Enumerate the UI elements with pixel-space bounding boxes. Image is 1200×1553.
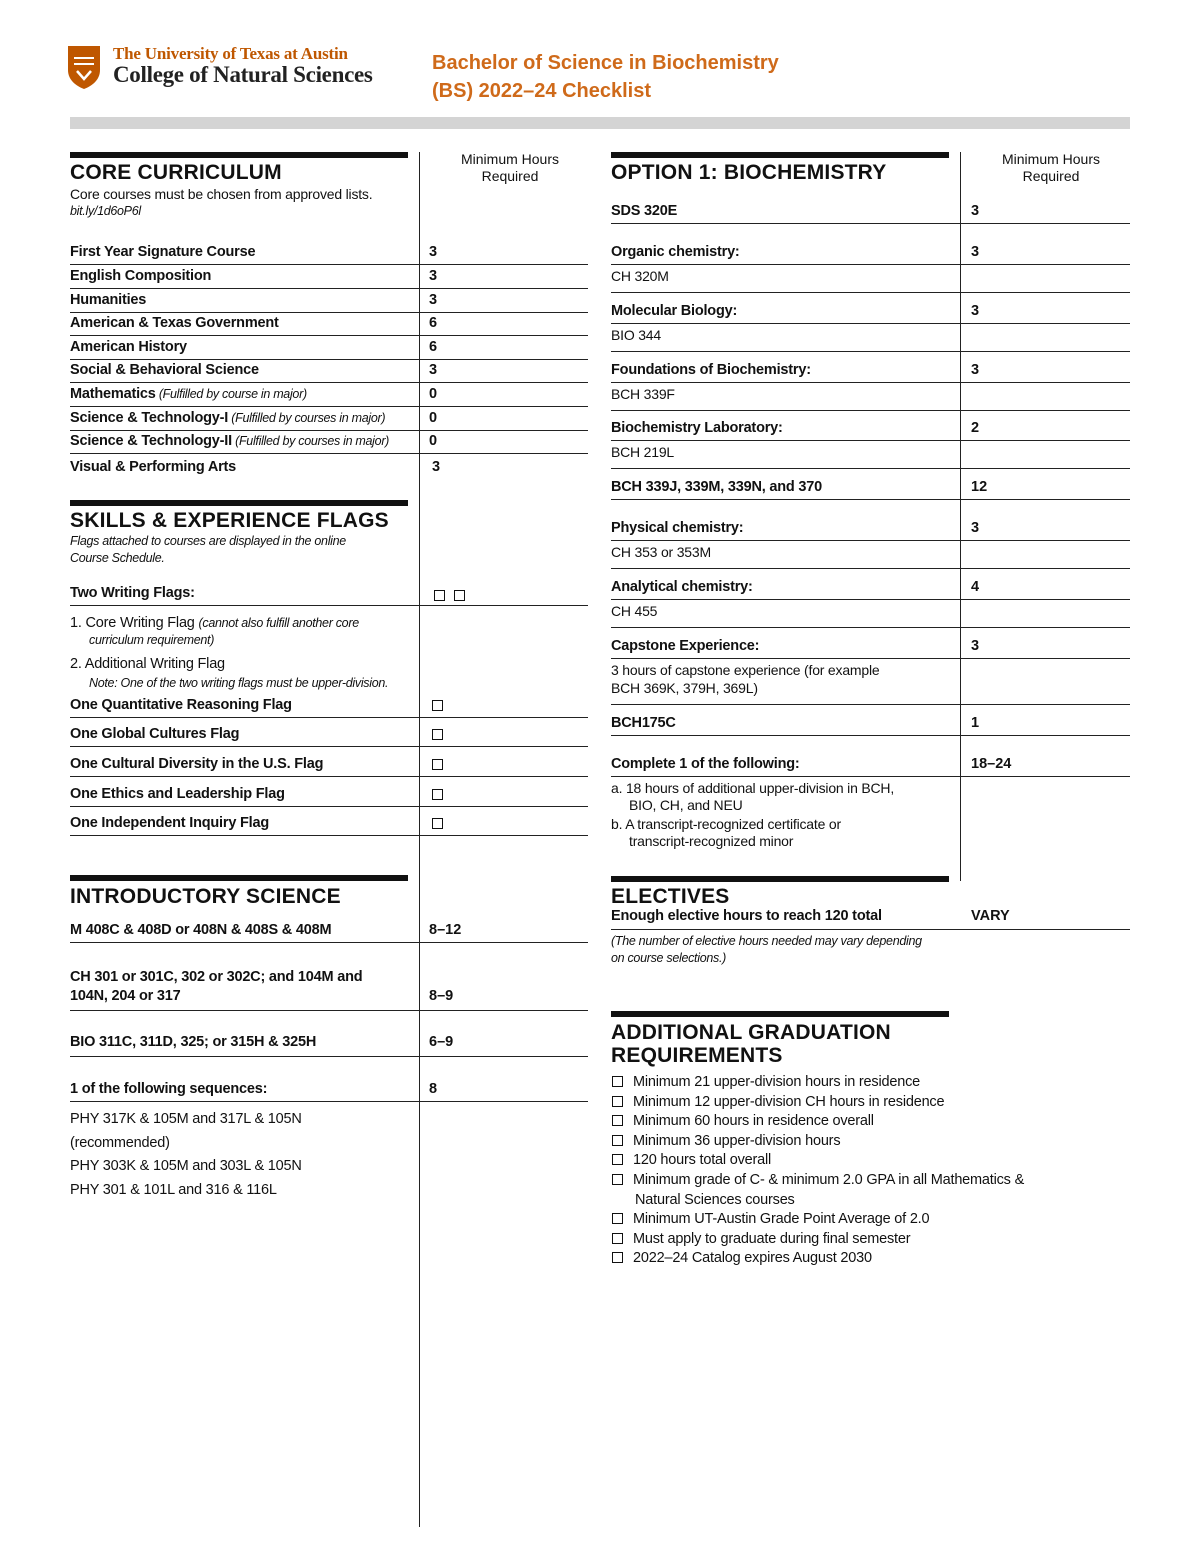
core-row-name: English Composition xyxy=(70,268,212,284)
core-row-name: Visual & Performing Arts xyxy=(70,459,237,475)
row-divider xyxy=(611,929,1130,930)
row-divider xyxy=(70,835,588,836)
flag-checkbox[interactable] xyxy=(432,789,443,800)
grad-section-bar xyxy=(611,1011,949,1017)
option-row-course: CH 353 or 353M xyxy=(611,544,711,560)
option-row-label: Analytical chemistry: xyxy=(611,579,753,595)
seq-line: PHY 317K & 105M and 317L & 105N xyxy=(70,1111,302,1127)
option-row-label: Capstone Experience: xyxy=(611,638,760,654)
row-divider xyxy=(611,704,1130,705)
title-line-1: Bachelor of Science in Biochemistry xyxy=(432,52,779,74)
core-row-name: American & Texas Government xyxy=(70,315,279,331)
core-row-name: American History xyxy=(70,339,187,355)
row-divider xyxy=(611,292,1130,293)
row-divider xyxy=(70,1056,588,1057)
grad-requirement xyxy=(612,1132,1024,1152)
grad-requirement-checkbox[interactable] xyxy=(612,1096,623,1107)
core-row-label xyxy=(70,386,307,402)
row-divider xyxy=(611,382,1130,383)
complete-option-text: b. A transcript-recognized certificate or xyxy=(611,816,841,832)
intro-section-title: INTRODUCTORY SCIENCE xyxy=(70,885,341,908)
row-divider xyxy=(611,599,1130,600)
writing-flag-2-note: Note: One of the two writing flags must be upper-division. xyxy=(89,676,389,690)
intro-math-value: 8–12 xyxy=(429,922,462,938)
grad-requirement-text: Minimum grade of C- & minimum 2.0 GPA in all Mathematics & xyxy=(633,1171,1025,1188)
flag-checkbox[interactable] xyxy=(432,759,443,770)
option-row-label: Complete 1 of the following: xyxy=(611,756,800,772)
core-row-label xyxy=(70,410,385,426)
grad-requirement xyxy=(612,1073,1024,1093)
writing-flag-2-checkbox[interactable] xyxy=(454,590,465,601)
row-divider xyxy=(611,440,1130,441)
seq-line: PHY 303K & 105M and 303L & 105N xyxy=(70,1158,302,1174)
flags-description-2: Course Schedule. xyxy=(70,551,165,565)
writing-flag-1-checkbox[interactable] xyxy=(434,590,445,601)
row-divider xyxy=(611,264,1130,265)
option-row-label: Organic chemistry: xyxy=(611,244,740,260)
row-divider xyxy=(70,776,588,777)
flags-description-1: Flags attached to courses are displayed in the online xyxy=(70,534,346,548)
row-divider xyxy=(70,717,588,718)
row-divider xyxy=(611,499,1130,500)
row-divider xyxy=(70,1101,588,1102)
option-row-hours: 3 xyxy=(971,362,980,378)
grad-requirement xyxy=(612,1171,1024,1191)
complete-option-text: a. 18 hours of additional upper-division in BCH, xyxy=(611,780,895,796)
electives-section-title: ELECTIVES xyxy=(611,885,730,908)
intro-bio-label: BIO 311C, 311D, 325; or 315H & 325H xyxy=(70,1034,317,1050)
grad-requirement-checkbox[interactable] xyxy=(612,1252,623,1263)
flag-label: One Quantitative Reasoning Flag xyxy=(70,697,292,713)
core-row-hours: 0 xyxy=(429,433,438,449)
option-row-hours: 3 xyxy=(971,203,980,219)
option-row-course: BCH 219L xyxy=(611,444,674,460)
college-name: College of Natural Sciences xyxy=(113,62,373,87)
option-row-course: BIO 344 xyxy=(611,327,661,343)
core-row-hours: 3 xyxy=(429,268,438,284)
core-row-name: Humanities xyxy=(70,292,147,308)
row-divider xyxy=(611,776,1130,777)
option-row-course: BCH 369K, 379H, 369L) xyxy=(611,680,758,696)
option-row-course: BCH 339F xyxy=(611,386,675,402)
row-divider xyxy=(611,410,1130,411)
core-row-label xyxy=(70,433,389,449)
core-row-name: Science & Technology-II xyxy=(70,433,232,449)
intro-seq-label: 1 of the following sequences: xyxy=(70,1081,268,1097)
row-divider xyxy=(611,735,1130,736)
flag-label: One Cultural Diversity in the U.S. Flag xyxy=(70,756,324,772)
core-row-hours: 6 xyxy=(429,339,438,355)
title-line-2: (BS) 2022–24 Checklist xyxy=(432,80,652,102)
complete-option-text: BIO, CH, and NEU xyxy=(629,797,743,813)
core-row-label xyxy=(70,315,279,331)
row-divider xyxy=(70,264,588,265)
core-row-hours: 6 xyxy=(429,315,438,331)
grad-requirement-text: 2022–24 Catalog expires August 2030 xyxy=(633,1250,872,1267)
option-row-label: Molecular Biology: xyxy=(611,303,738,319)
grad-title-line-2: REQUIREMENTS xyxy=(611,1044,783,1067)
core-row-label xyxy=(70,339,187,355)
row-divider xyxy=(611,658,1130,659)
flag-checkbox[interactable] xyxy=(432,818,443,829)
grad-requirement xyxy=(612,1230,1024,1250)
grad-requirement-text: Natural Sciences courses xyxy=(635,1191,795,1208)
core-row-note: (Fulfilled by courses in major) xyxy=(228,411,386,425)
core-row-note: (Fulfilled by course in major) xyxy=(155,387,307,401)
core-row-hours: 3 xyxy=(429,292,438,308)
option-section-title: OPTION 1: BIOCHEMISTRY xyxy=(611,161,887,184)
seq-line: (recommended) xyxy=(70,1134,170,1151)
grad-requirements-list xyxy=(612,1073,1024,1269)
option-row-label: BCH 339J, 339M, 339N, and 370 xyxy=(611,479,823,495)
row-divider xyxy=(70,746,588,747)
grad-requirement-checkbox[interactable] xyxy=(612,1174,623,1185)
option-row-label: Foundations of Biochemistry: xyxy=(611,362,811,378)
writing-flag-1 xyxy=(70,615,359,631)
core-section-bar xyxy=(70,152,408,158)
core-row-note: (Fulfilled by courses in major) xyxy=(231,434,390,448)
row-divider xyxy=(611,223,1130,224)
core-link[interactable]: bit.ly/1d6oP6l xyxy=(70,204,141,218)
row-divider xyxy=(611,351,1130,352)
grad-requirement-text: Minimum UT-Austin Grade Point Average of 2.0 xyxy=(633,1211,930,1228)
option-row-hours: 12 xyxy=(971,479,988,495)
grad-requirement xyxy=(612,1249,1024,1269)
writing-flag-1-note-cont: curriculum requirement) xyxy=(89,633,215,647)
grad-requirement-checkbox[interactable] xyxy=(612,1135,623,1146)
row-divider xyxy=(70,359,588,360)
writing-flag-1-note: (cannot also fulfill another core xyxy=(198,616,359,630)
core-row-label xyxy=(70,292,146,308)
right-column-divider xyxy=(960,152,961,881)
row-divider xyxy=(70,453,588,454)
writing-flag-2: 2. Additional Writing Flag xyxy=(70,656,225,672)
electives-value: VARY xyxy=(971,908,1010,924)
intro-ch-label-2: 104N, 204 or 317 xyxy=(70,988,181,1004)
core-description: Core courses must be chosen from approved lists. xyxy=(70,186,373,202)
core-row-hours: 0 xyxy=(429,386,438,402)
core-section-title: CORE CURRICULUM xyxy=(70,161,282,184)
row-divider xyxy=(70,806,588,807)
flag-label: One Independent Inquiry Flag xyxy=(70,815,270,831)
grad-requirement-checkbox[interactable] xyxy=(612,1154,623,1165)
core-row-hours: 3 xyxy=(429,244,438,260)
option-row-label: BCH175C xyxy=(611,715,676,731)
row-divider xyxy=(70,382,588,383)
option-row-label: SDS 320E xyxy=(611,203,678,219)
core-row-name: Science & Technology-I xyxy=(70,410,229,426)
row-divider xyxy=(611,627,1130,628)
core-row-name: First Year Signature Course xyxy=(70,244,256,260)
flag-label: One Ethics and Leadership Flag xyxy=(70,786,285,802)
complete-option-text: transcript-recognized minor xyxy=(629,833,794,849)
option-row-hours: 3 xyxy=(971,244,980,260)
option-row-hours: 3 xyxy=(971,520,980,536)
electives-note-1: (The number of elective hours needed may vary depending xyxy=(611,934,922,948)
row-divider xyxy=(611,540,1130,541)
option-row-course: CH 320M xyxy=(611,268,669,284)
core-row-hours: 0 xyxy=(429,410,438,426)
option-row-hours: 2 xyxy=(971,420,980,436)
core-row-label xyxy=(70,244,255,260)
min-hours-header-left: Minimum Hours Required xyxy=(460,151,559,184)
seq-line: PHY 301 & 101L and 316 & 116L xyxy=(70,1181,277,1198)
core-row-name: Social & Behavioral Science xyxy=(70,362,259,378)
core-row-hours: 3 xyxy=(432,459,441,475)
option-row-label: Physical chemistry: xyxy=(611,520,744,536)
core-row-hours: 3 xyxy=(429,362,438,378)
option-row-hours: 3 xyxy=(971,303,980,319)
option-row-label: Biochemistry Laboratory: xyxy=(611,420,783,436)
header-divider-bar xyxy=(70,117,1130,129)
writing-flags-label: Two Writing Flags: xyxy=(70,585,195,601)
option-section-bar xyxy=(611,152,949,158)
intro-seq-list xyxy=(70,1108,302,1202)
core-row-label xyxy=(70,268,211,284)
core-row-name: Mathematics xyxy=(70,386,156,402)
electives-label: Enough elective hours to reach 120 total xyxy=(611,908,882,924)
option-row-hours: 18–24 xyxy=(971,756,1012,772)
min-hours-header-right: Minimum Hours Required xyxy=(1001,151,1100,184)
row-divider xyxy=(70,288,588,289)
electives-note-2: on course selections.) xyxy=(611,951,726,965)
option-row-hours: 3 xyxy=(971,638,980,654)
grad-requirement-checkbox[interactable] xyxy=(612,1076,623,1087)
option-row-hours: 1 xyxy=(971,715,980,731)
flags-section-bar xyxy=(70,500,408,506)
option-row-hours: 4 xyxy=(971,579,980,595)
grad-requirement-checkbox[interactable] xyxy=(612,1115,623,1126)
row-divider xyxy=(70,312,588,313)
row-divider xyxy=(611,568,1130,569)
flag-label: One Global Cultures Flag xyxy=(70,726,240,742)
ut-shield-logo-icon xyxy=(66,44,102,90)
grad-requirement-text: Minimum 60 hours in residence overall xyxy=(633,1113,874,1130)
row-divider xyxy=(611,323,1130,324)
flag-checkbox[interactable] xyxy=(432,729,443,740)
row-divider xyxy=(611,468,1130,469)
flags-section-title: SKILLS & EXPERIENCE FLAGS xyxy=(70,509,389,532)
row-divider xyxy=(70,430,588,431)
row-divider xyxy=(70,605,588,606)
electives-section-bar xyxy=(611,876,949,882)
grad-requirement-checkbox[interactable] xyxy=(612,1233,623,1244)
option-row-course: 3 hours of capstone experience (for example xyxy=(611,662,880,678)
grad-requirement xyxy=(612,1151,1024,1171)
intro-bio-value: 6–9 xyxy=(429,1034,454,1050)
row-divider xyxy=(70,335,588,336)
row-divider xyxy=(70,942,588,943)
grad-requirement-text: Minimum 12 upper-division CH hours in residence xyxy=(633,1093,945,1110)
intro-ch-label-1: CH 301 or 301C, 302 or 302C; and 104M and xyxy=(70,969,363,985)
row-divider xyxy=(70,406,588,407)
grad-requirement-text: Must apply to graduate during final semester xyxy=(633,1230,911,1247)
writing-flag-checkboxes xyxy=(434,588,465,606)
row-divider xyxy=(70,1010,588,1011)
grad-requirement-checkbox[interactable] xyxy=(612,1213,623,1224)
grad-requirement-text: Minimum 36 upper-division hours xyxy=(633,1132,841,1149)
core-row-label xyxy=(70,362,259,378)
intro-seq-value: 8 xyxy=(429,1081,438,1097)
option-row-course: CH 455 xyxy=(611,603,658,619)
university-name: The University of Texas at Austin xyxy=(113,44,348,63)
grad-section-title xyxy=(611,1021,891,1067)
grad-requirement xyxy=(612,1093,1024,1113)
grad-requirement xyxy=(612,1191,1024,1211)
intro-section-bar xyxy=(70,875,408,881)
core-row-label xyxy=(70,459,236,475)
grad-requirement xyxy=(612,1112,1024,1132)
grad-requirement-text: Minimum 21 upper-division hours in residence xyxy=(633,1074,920,1090)
intro-math-label: M 408C & 408D or 408N & 408S & 408M xyxy=(70,922,332,938)
grad-requirement-text: 120 hours total overall xyxy=(633,1152,772,1169)
flag-checkbox[interactable] xyxy=(432,700,443,711)
writing-flag-1-label: 1. Core Writing Flag xyxy=(70,615,195,631)
document-title xyxy=(432,49,779,105)
grad-requirement xyxy=(612,1210,1024,1230)
intro-ch-value: 8–9 xyxy=(429,988,454,1004)
grad-title-line-1: ADDITIONAL GRADUATION xyxy=(611,1021,891,1044)
